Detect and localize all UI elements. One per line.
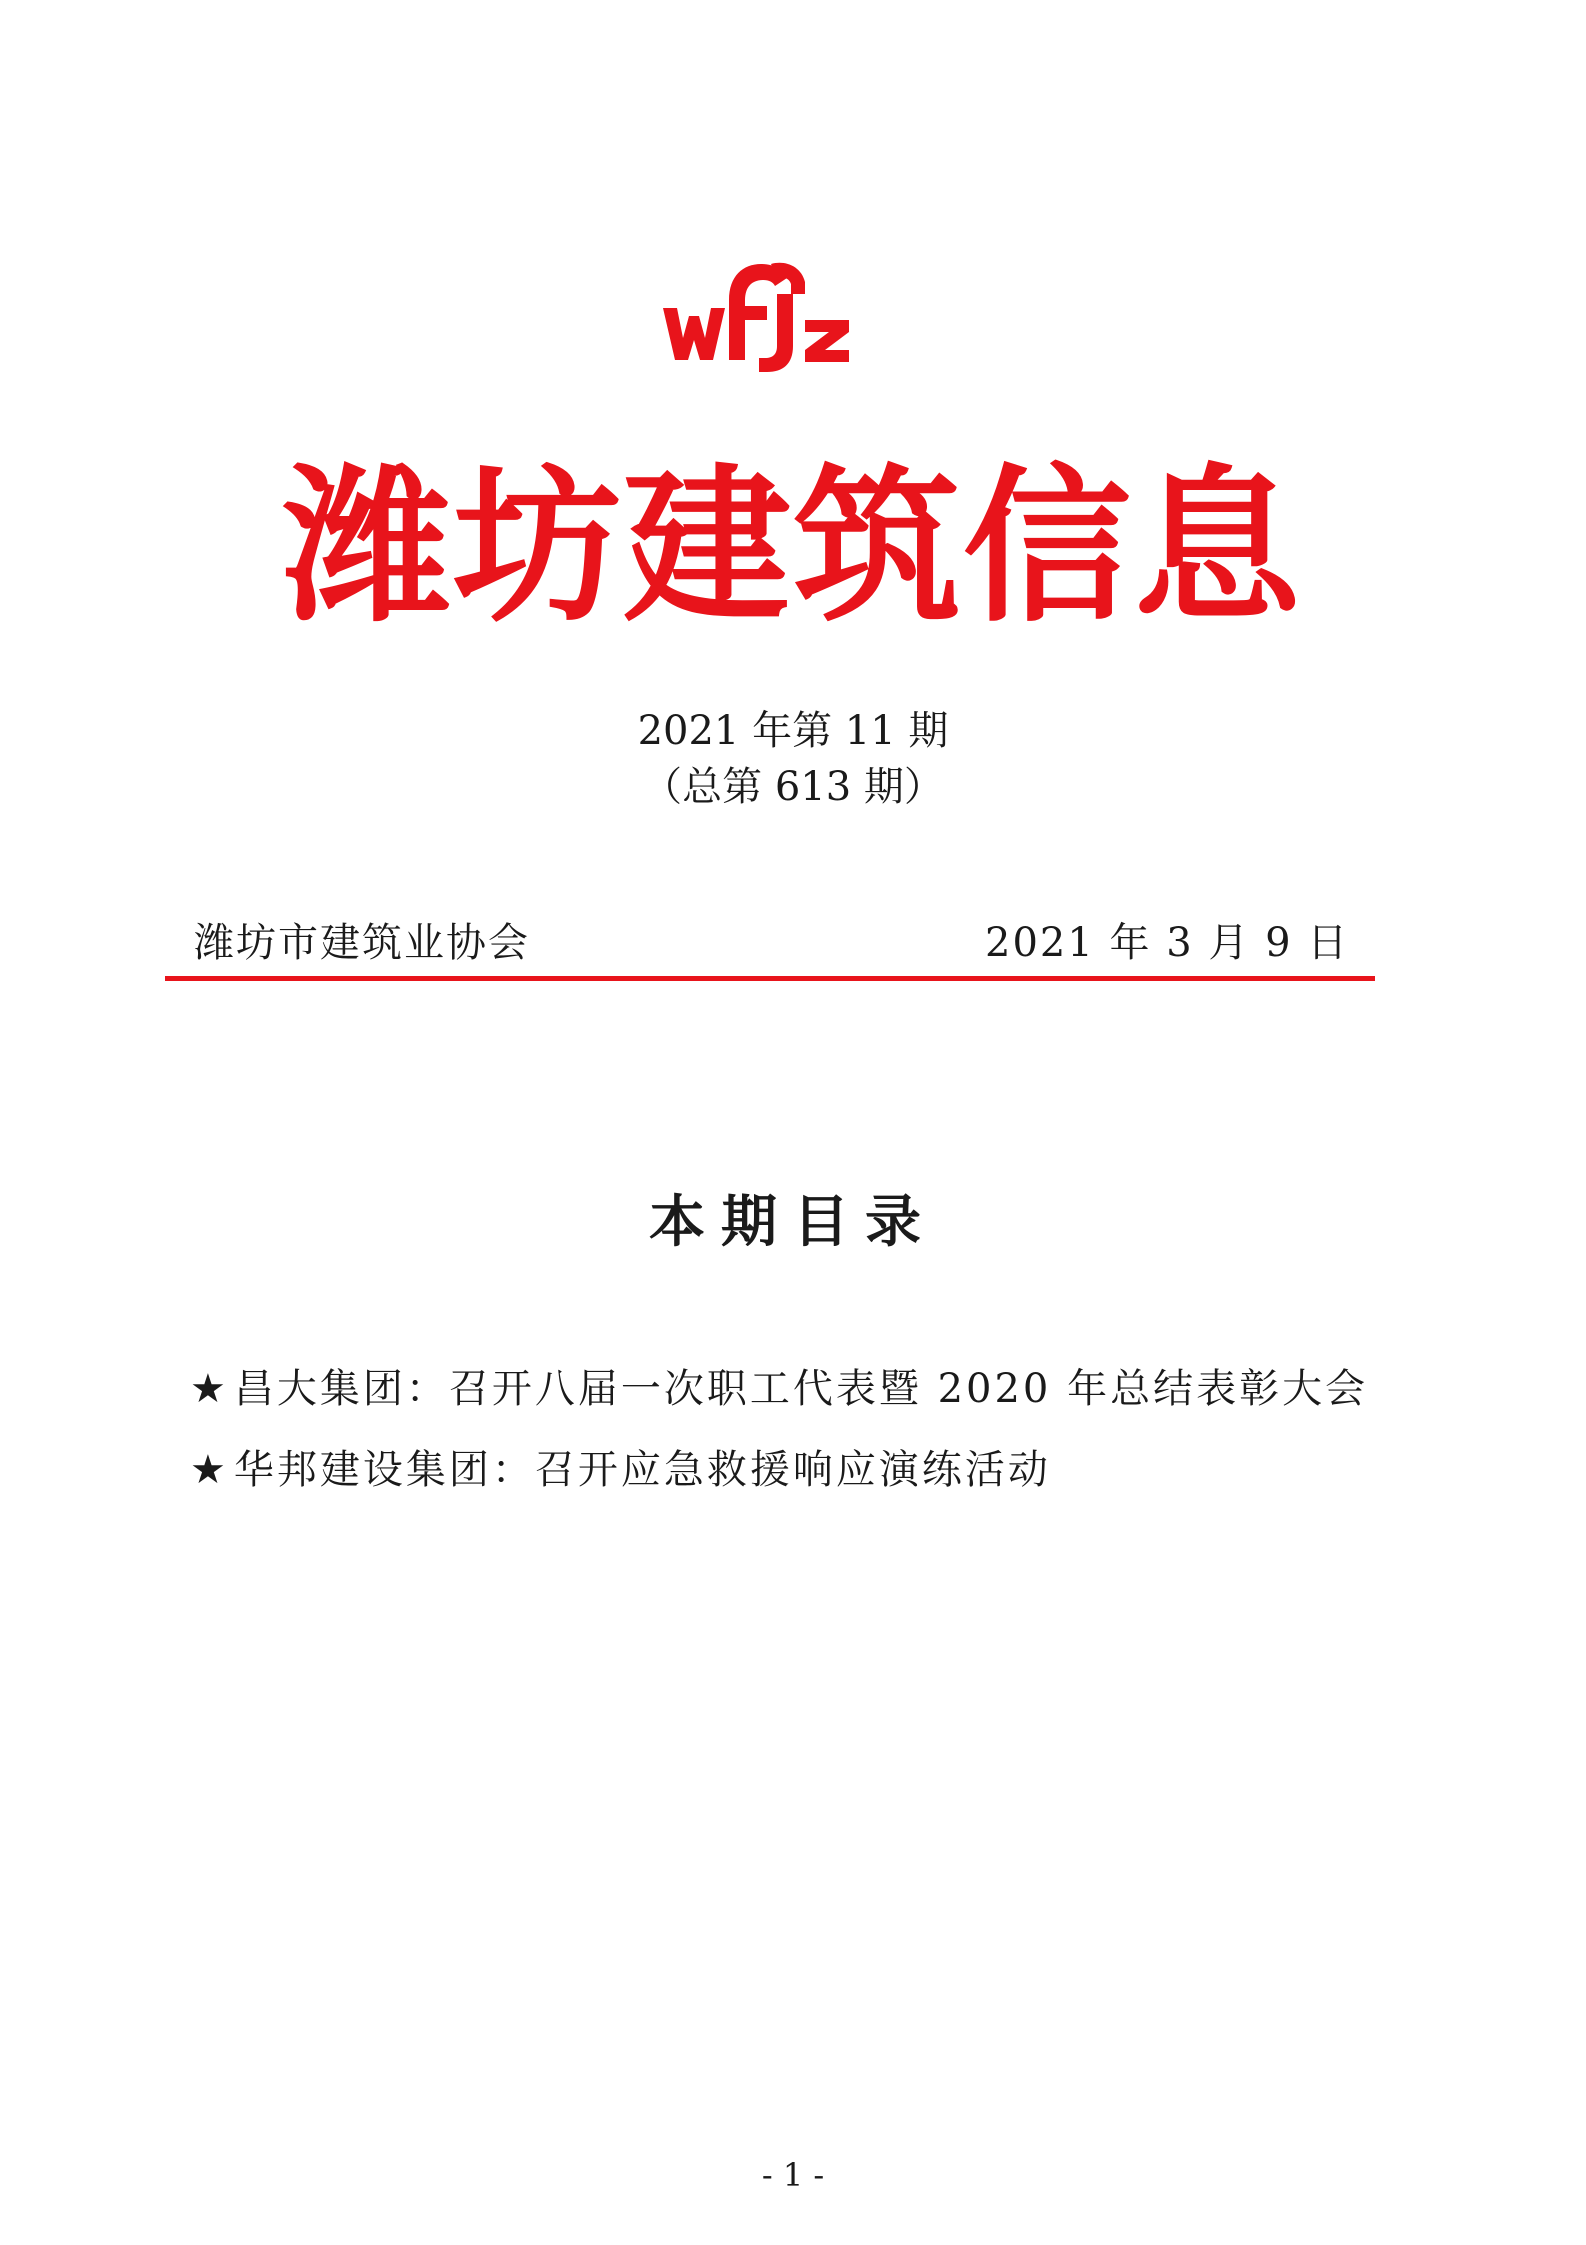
issue-number: 2021 年第 11 期: [637, 708, 949, 754]
issue-total: （总第 613 期）: [642, 764, 944, 810]
toc-title: 本期目录: [649, 1189, 937, 1255]
toc-item-text: 昌大集团：召开八届一次职工代表暨 2020 年总结表彰大会: [233, 1366, 1369, 1412]
header-divider: [165, 976, 1375, 981]
toc-item: [190, 1445, 1051, 1495]
publication-date: 2021 年 3 月 9 日: [985, 920, 1350, 966]
star-icon: ★: [190, 1447, 226, 1493]
masthead-title: 潍坊建筑信息: [283, 449, 1303, 645]
toc-item-text: 华邦建设集团：召开应急救援响应演练活动: [233, 1447, 1051, 1493]
publisher-name: 潍坊市建筑业协会: [194, 920, 530, 966]
star-icon: ★: [190, 1366, 226, 1412]
page-number: - 1 -: [761, 2156, 825, 2194]
wfjz-logo-mark: [655, 250, 855, 380]
toc-item: [190, 1364, 1368, 1414]
wfjz-logo: [655, 250, 855, 380]
